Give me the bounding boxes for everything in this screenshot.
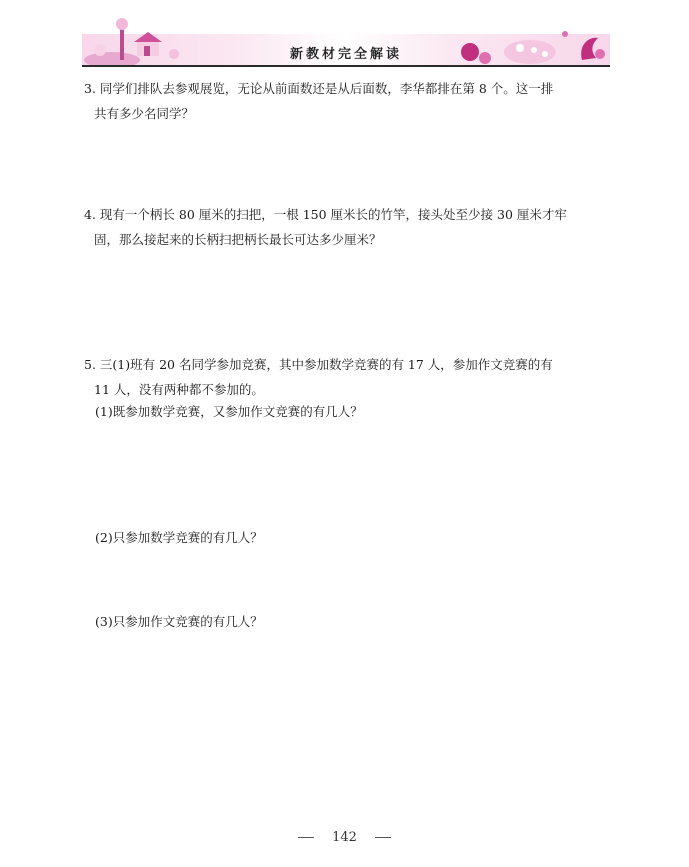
header-rule bbox=[82, 65, 610, 67]
question-line: 固，那么接起来的长柄扫把柄长最长可达多少厘米？ bbox=[94, 232, 382, 247]
question-4 bbox=[84, 202, 614, 252]
page-footer bbox=[0, 830, 689, 845]
footer-dash-right bbox=[375, 837, 391, 838]
header-title: 新教材完全解读 bbox=[289, 47, 402, 62]
question-line: 11 人，没有两种都不参加的。 bbox=[94, 382, 264, 397]
question-line: 5. 三(1)班有 20 名同学参加竞赛，其中参加数学竞赛的有 17 人，参加作文竞赛的有 bbox=[84, 357, 553, 372]
subquestion-1: (1)既参加数学竞赛，又参加作文竞赛的有几人？ bbox=[95, 404, 363, 419]
question-5 bbox=[84, 352, 614, 402]
question-line: 3. 同学们排队去参观展览，无论从前面数还是从后面数，李华都排在第 8 个。这一排 bbox=[84, 81, 554, 96]
page-number: 142 bbox=[332, 830, 357, 845]
question-3 bbox=[84, 76, 614, 126]
question-line: 共有多少名同学？ bbox=[94, 106, 195, 121]
page-header bbox=[82, 14, 610, 66]
question-line: 4. 现有一个柄长 80 厘米的扫把，一根 150 厘米长的竹竿，接头处至少接 30 厘米才牢 bbox=[84, 207, 567, 222]
subquestion-2: (2)只参加数学竞赛的有几人？ bbox=[95, 530, 263, 545]
subquestion-3: (3)只参加作文竞赛的有几人？ bbox=[95, 614, 263, 629]
footer-dash-left bbox=[298, 837, 314, 838]
